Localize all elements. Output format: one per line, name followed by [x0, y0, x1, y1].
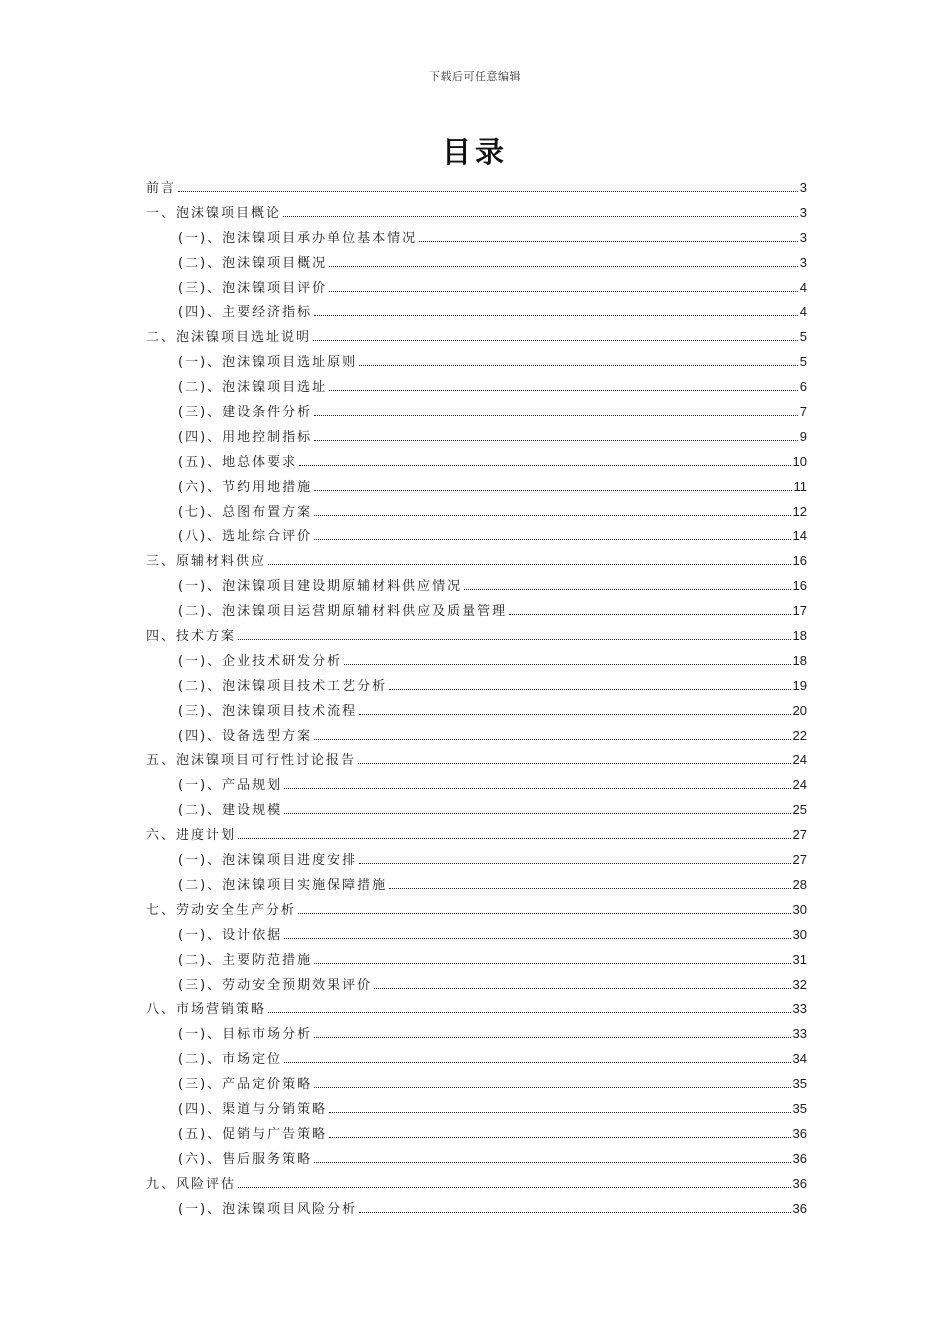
toc-entry-label: 七、劳动安全生产分析	[146, 902, 297, 918]
dot-leader	[374, 987, 790, 989]
toc-entry-page-number: 14	[792, 528, 807, 544]
toc-entry-page-number: 36	[792, 1200, 807, 1216]
dot-leader	[329, 265, 798, 267]
toc-entry[interactable]	[146, 748, 807, 773]
toc-entry[interactable]	[146, 599, 807, 624]
toc-entry-page-number: 24	[792, 777, 807, 793]
toc-entry-page-number: 28	[792, 876, 807, 892]
toc-entry-label: 五、泡沫镍项目可行性讨论报告	[146, 753, 357, 769]
toc-entry-page-number: 31	[792, 951, 807, 967]
toc-entry-label: 六、进度计划	[146, 828, 237, 844]
dot-leader	[313, 339, 798, 341]
toc-entry-page-number: 3	[799, 229, 807, 245]
toc-entry-page-number: 16	[792, 553, 807, 569]
toc-entry-label: (三)、产品定价策略	[178, 1077, 313, 1093]
toc-entry-page-number: 18	[792, 652, 807, 668]
toc-entry-page-number: 34	[792, 1051, 807, 1067]
toc-entry[interactable]	[146, 176, 807, 201]
toc-entry-label: (一)、目标市场分析	[178, 1027, 313, 1043]
toc-entry-page-number: 19	[792, 677, 807, 693]
toc-entry-page-number: 16	[792, 578, 807, 594]
toc-entry-label: (八)、选址综合评价	[178, 529, 313, 545]
header-note: 下载后可任意编辑	[429, 70, 521, 83]
toc-entry-label: (二)、泡沫镍项目技术工艺分析	[178, 678, 388, 694]
toc-entry-page-number: 35	[792, 1076, 807, 1092]
toc-entry-label: (四)、主要经济指标	[178, 305, 313, 321]
dot-leader	[284, 1061, 790, 1063]
toc-entry[interactable]	[146, 1147, 807, 1172]
toc-entry-page-number: 18	[792, 628, 807, 644]
toc-entry-page-number: 5	[799, 329, 807, 345]
toc-list	[146, 176, 807, 1221]
toc-entry-label: (六)、节约用地措施	[178, 479, 313, 495]
toc-entry-page-number: 20	[792, 702, 807, 718]
toc-entry-label: 一、泡沫镍项目概论	[146, 205, 282, 221]
toc-entry[interactable]	[146, 948, 807, 973]
toc-entry-label: (二)、市场定位	[178, 1052, 283, 1068]
toc-entry-page-number: 33	[792, 1001, 807, 1017]
toc-entry[interactable]	[146, 773, 807, 798]
dot-leader	[238, 1186, 791, 1188]
dot-leader	[464, 588, 790, 590]
toc-entry-label: (四)、用地控制指标	[178, 429, 313, 445]
toc-entry[interactable]	[146, 350, 807, 375]
toc-entry[interactable]	[146, 997, 807, 1022]
toc-entry[interactable]	[146, 798, 807, 823]
toc-entry[interactable]	[146, 1097, 807, 1122]
toc-entry-label: (七)、总图布置方案	[178, 504, 313, 520]
toc-entry[interactable]	[146, 475, 807, 500]
dot-leader	[314, 1036, 790, 1038]
toc-entry-label: (四)、设备选型方案	[178, 728, 313, 744]
toc-entry[interactable]	[146, 524, 807, 549]
toc-entry-page-number: 3	[799, 180, 807, 195]
toc-entry-page-number: 30	[792, 901, 807, 917]
dot-leader	[314, 514, 790, 516]
toc-entry[interactable]	[146, 500, 807, 525]
dot-leader	[389, 688, 790, 690]
dot-leader	[329, 1111, 790, 1113]
dot-leader	[329, 389, 798, 391]
dot-leader	[238, 837, 791, 839]
toc-entry[interactable]	[146, 201, 807, 226]
toc-entry-label: 三、原辅材料供应	[146, 554, 267, 570]
toc-entry[interactable]	[146, 1072, 807, 1097]
toc-entry-page-number: 3	[799, 254, 807, 270]
toc-entry[interactable]	[146, 574, 807, 599]
toc-entry-page-number: 9	[799, 428, 807, 444]
toc-entry[interactable]	[146, 649, 807, 674]
dot-leader	[314, 314, 798, 316]
toc-entry-page-number: 35	[792, 1100, 807, 1116]
dot-leader	[299, 464, 790, 466]
toc-entry-page-number: 32	[792, 976, 807, 992]
dot-leader	[178, 190, 798, 192]
toc-entry-label: (三)、泡沫镍项目技术流程	[178, 703, 358, 719]
toc-entry-page-number: 25	[792, 802, 807, 818]
dot-leader	[314, 1086, 790, 1088]
dot-leader	[314, 962, 790, 964]
toc-entry[interactable]	[146, 276, 807, 301]
toc-entry-page-number: 11	[793, 478, 807, 494]
dot-leader	[268, 1011, 791, 1013]
toc-entry-page-number: 12	[792, 503, 807, 519]
toc-entry[interactable]	[146, 450, 807, 475]
toc-entry-page-number: 10	[792, 453, 807, 469]
toc-entry-page-number: 17	[792, 603, 807, 619]
toc-entry-page-number: 27	[792, 852, 807, 868]
toc-entry-page-number: 24	[792, 752, 807, 768]
toc-entry[interactable]	[146, 848, 807, 873]
dot-leader	[358, 762, 791, 764]
toc-entry-label: (四)、渠道与分销策略	[178, 1101, 328, 1117]
toc-entry-label: (二)、泡沫镍项目实施保障措施	[178, 877, 388, 893]
dot-leader	[284, 787, 790, 789]
dot-leader	[314, 538, 790, 540]
toc-entry-label: (二)、泡沫镍项目运营期原辅材料供应及质量管理	[178, 604, 508, 620]
toc-entry-label: (一)、泡沫镍项目风险分析	[178, 1201, 358, 1217]
toc-entry[interactable]	[146, 400, 807, 425]
toc-entry[interactable]	[146, 674, 807, 699]
toc-entry[interactable]	[146, 823, 807, 848]
toc-entry[interactable]	[146, 375, 807, 400]
toc-entry-page-number: 22	[792, 727, 807, 743]
dot-leader	[314, 489, 791, 491]
toc-entry-label: (二)、泡沫镍项目概况	[178, 255, 328, 271]
toc-entry-page-number: 7	[799, 404, 807, 420]
toc-entry-page-number: 36	[792, 1150, 807, 1166]
toc-entry[interactable]	[146, 251, 807, 276]
dot-leader	[359, 1211, 790, 1213]
dot-leader	[359, 862, 790, 864]
toc-entry-page-number: 4	[799, 279, 807, 295]
toc-entry-label: 八、市场营销策略	[146, 1002, 267, 1018]
toc-entry-label: (二)、泡沫镍项目选址	[178, 380, 328, 396]
toc-entry[interactable]	[146, 325, 807, 350]
dot-leader	[314, 1161, 790, 1163]
toc-entry-page-number: 4	[799, 304, 807, 320]
toc-entry[interactable]	[146, 873, 807, 898]
toc-title: 目录	[441, 135, 508, 169]
toc-entry-label: (二)、建设规模	[178, 803, 283, 819]
toc-entry-label: (六)、售后服务策略	[178, 1151, 313, 1167]
toc-entry[interactable]	[146, 425, 807, 450]
dot-leader	[344, 663, 790, 665]
toc-entry-label: (三)、劳动安全预期效果评价	[178, 977, 373, 993]
toc-entry-page-number: 30	[792, 926, 807, 942]
toc-entry-page-number: 6	[799, 379, 807, 395]
dot-leader	[284, 937, 790, 939]
toc-entry-label: (一)、设计依据	[178, 927, 283, 943]
toc-entry[interactable]	[146, 973, 807, 998]
dot-leader	[359, 713, 790, 715]
toc-entry[interactable]	[146, 1197, 807, 1222]
toc-entry[interactable]	[146, 1122, 807, 1147]
toc-entry[interactable]	[146, 724, 807, 749]
dot-leader	[284, 812, 790, 814]
dot-leader	[329, 1136, 790, 1138]
toc-entry-page-number: 5	[799, 354, 807, 370]
toc-entry-page-number: 27	[792, 827, 807, 843]
toc-entry-label: (五)、促销与广告策略	[178, 1126, 328, 1142]
toc-entry[interactable]	[146, 898, 807, 923]
dot-leader	[314, 738, 790, 740]
dot-leader	[283, 215, 798, 217]
dot-leader	[314, 439, 798, 441]
toc-entry[interactable]	[146, 549, 807, 574]
toc-entry-label: (一)、产品规划	[178, 778, 283, 794]
toc-entry-page-number: 36	[792, 1125, 807, 1141]
toc-entry[interactable]	[146, 699, 807, 724]
toc-entry[interactable]	[146, 624, 807, 649]
toc-entry[interactable]	[146, 226, 807, 251]
dot-leader	[298, 912, 791, 914]
toc-entry[interactable]	[146, 1172, 807, 1197]
dot-leader	[268, 563, 791, 565]
toc-entry-label: (三)、建设条件分析	[178, 405, 313, 421]
toc-entry-page-number: 3	[799, 204, 807, 220]
toc-entry[interactable]	[146, 1022, 807, 1047]
toc-entry-label: (一)、泡沫镍项目选址原则	[178, 355, 358, 371]
toc-entry[interactable]	[146, 1047, 807, 1072]
toc-entry-label: (一)、泡沫镍项目建设期原辅材料供应情况	[178, 579, 463, 595]
toc-entry-label: (三)、泡沫镍项目评价	[178, 280, 328, 296]
dot-leader	[389, 887, 790, 889]
toc-entry-label: (二)、主要防范措施	[178, 952, 313, 968]
toc-entry-label: 九、风险评估	[146, 1176, 237, 1192]
toc-entry[interactable]	[146, 300, 807, 325]
toc-entry-label: (一)、企业技术研发分析	[178, 653, 343, 669]
dot-leader	[509, 613, 790, 615]
dot-leader	[238, 638, 791, 640]
toc-entry-label: (一)、泡沫镍项目进度安排	[178, 853, 358, 869]
toc-entry-page-number: 36	[792, 1175, 807, 1191]
toc-entry-label: 前言	[146, 181, 177, 196]
dot-leader	[329, 290, 798, 292]
dot-leader	[419, 240, 798, 242]
toc-entry-label: 二、泡沫镍项目选址说明	[146, 330, 312, 346]
toc-entry-page-number: 33	[792, 1026, 807, 1042]
dot-leader	[359, 364, 798, 366]
toc-entry-label: (一)、泡沫镍项目承办单位基本情况	[178, 230, 418, 246]
toc-entry-label: (五)、地总体要求	[178, 454, 298, 470]
toc-entry[interactable]	[146, 923, 807, 948]
dot-leader	[314, 414, 798, 416]
toc-entry-label: 四、技术方案	[146, 629, 237, 645]
